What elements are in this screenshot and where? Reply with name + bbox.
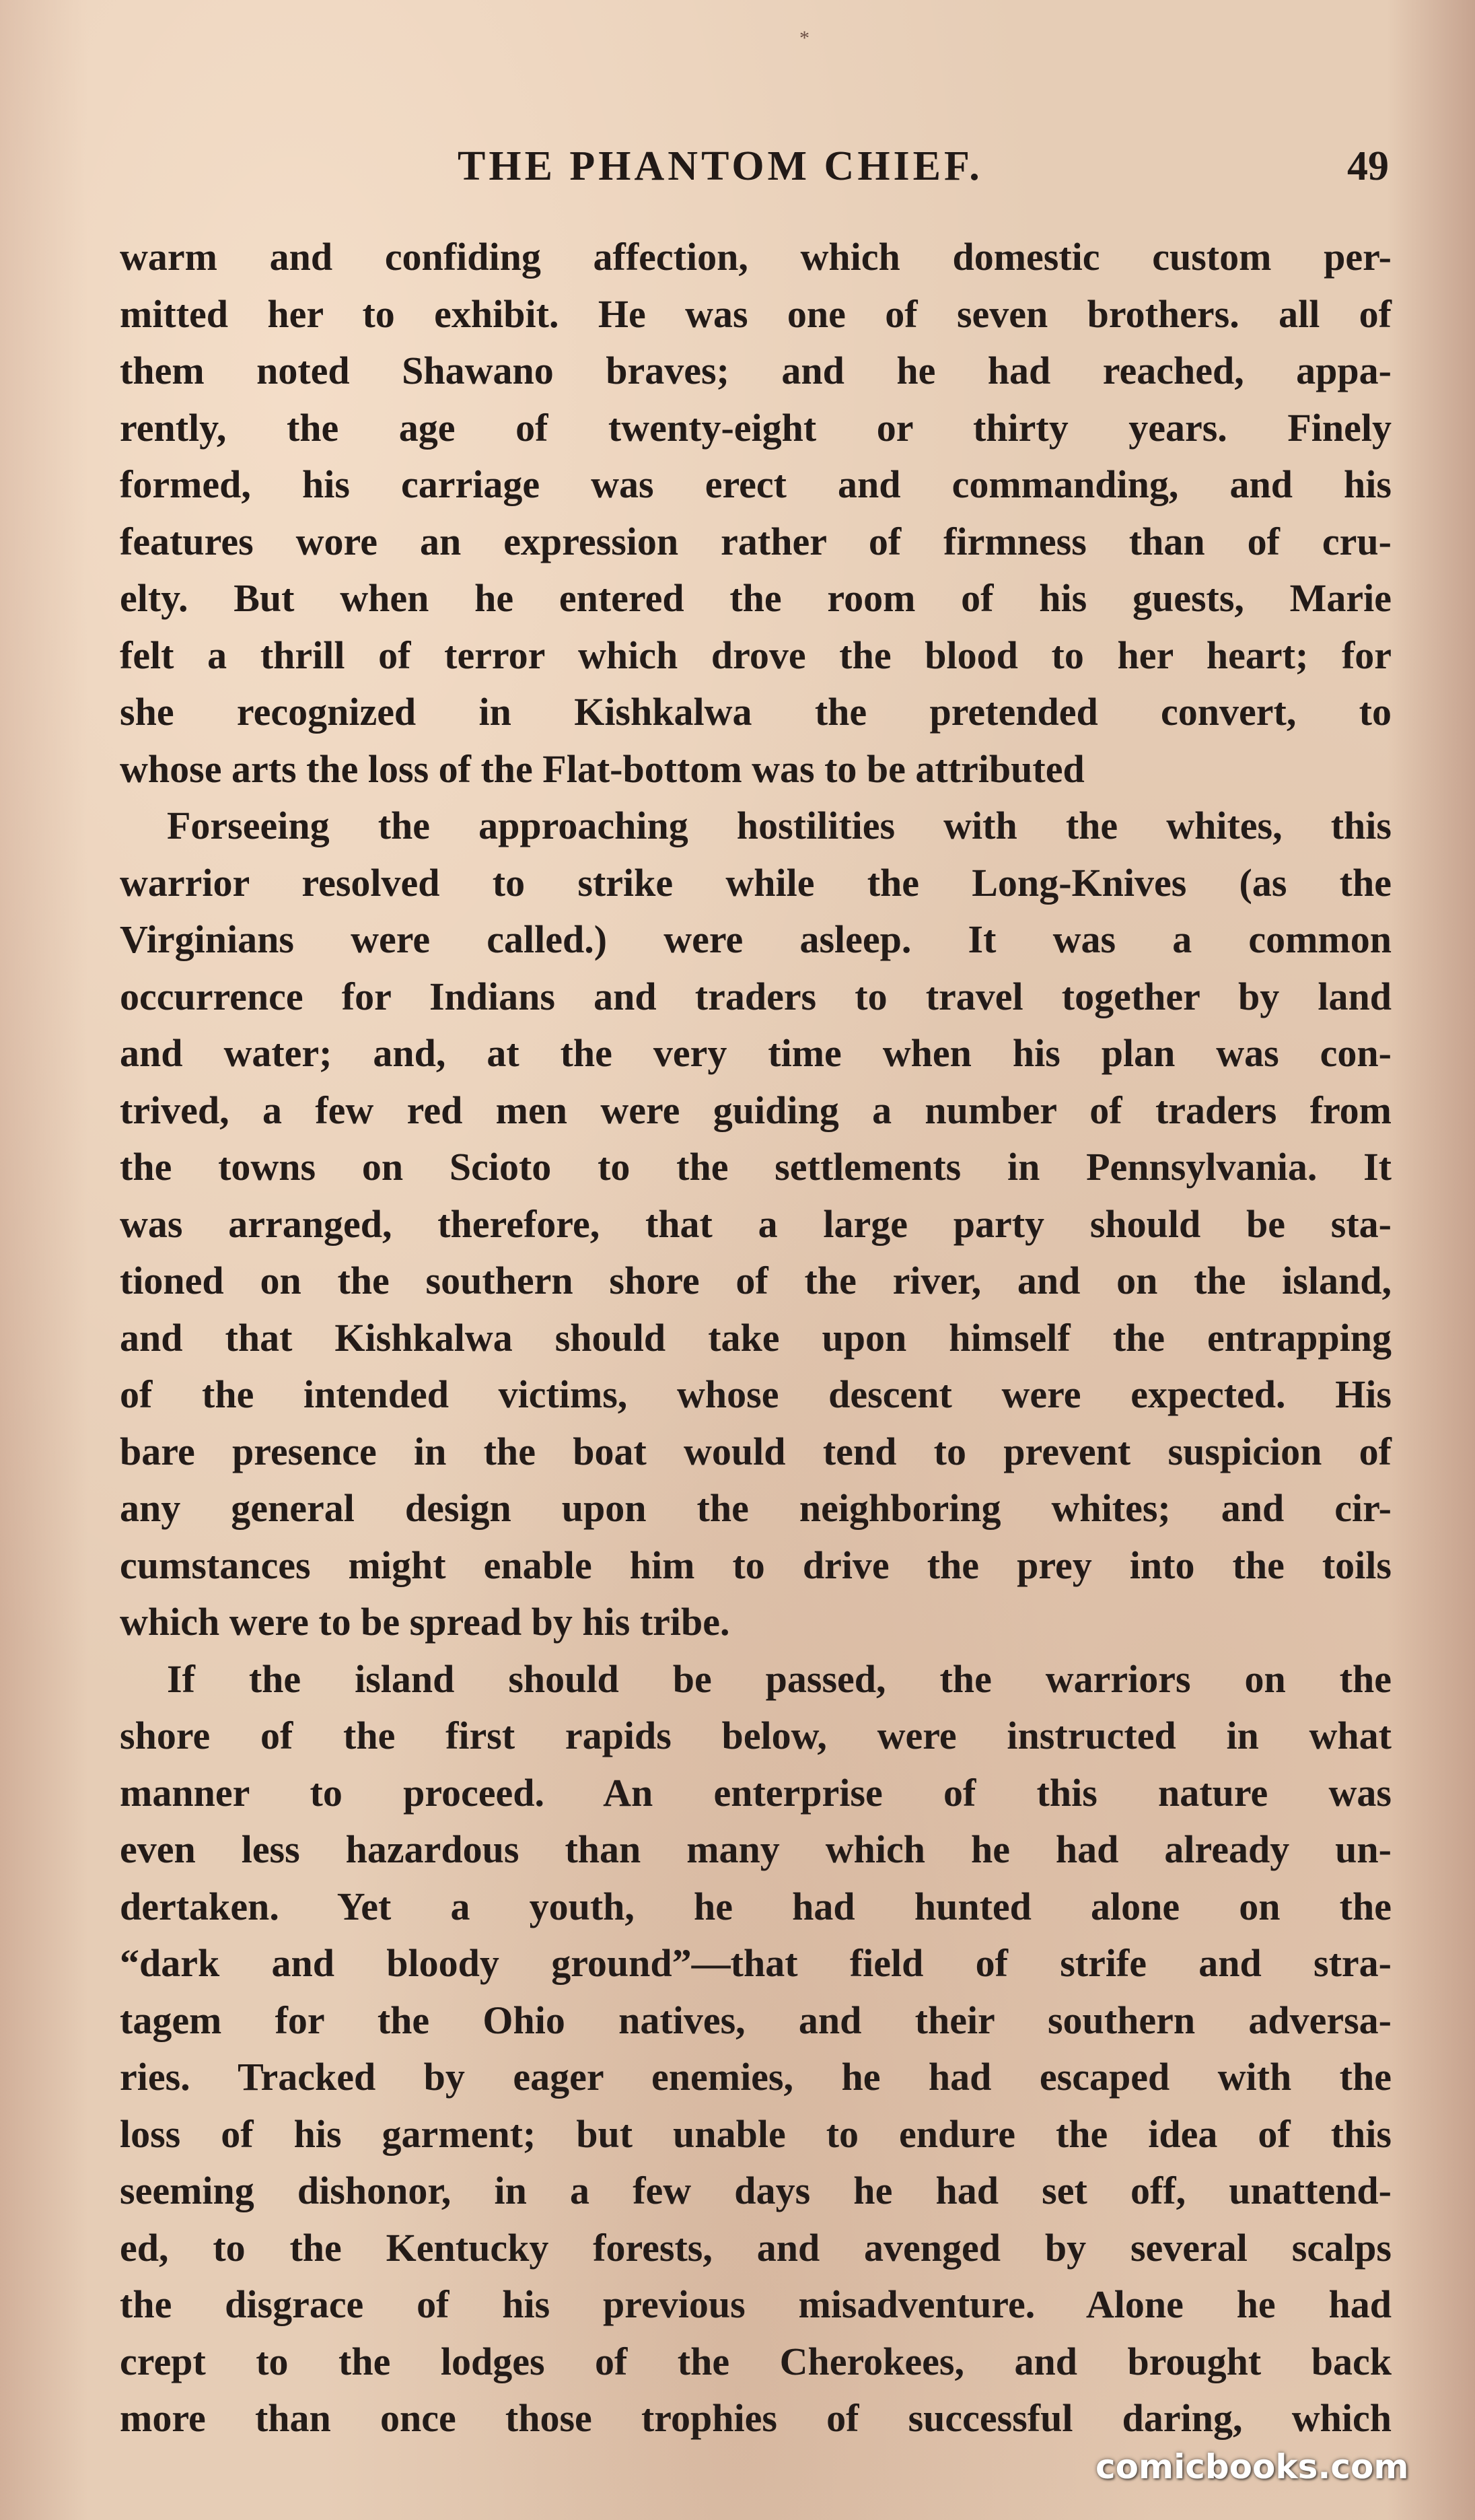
text-line: felt a thrill of terror which drove the blood to her heart; for <box>120 633 1392 677</box>
text-line: them noted Shawano braves; and he had reached, appa- <box>120 349 1392 392</box>
text-line: and that Kishkalwa should take upon himself the entrapping <box>120 1315 1392 1360</box>
text-line: rently, the age of twenty-eight or thirty years. Finely <box>120 405 1392 450</box>
paragraph-start-line: If the island should be passed, the warriors on the <box>167 1656 1392 1701</box>
text-line: bare presence in the boat would tend to prevent suspicion of <box>120 1429 1392 1473</box>
text-line: occurrence for Indians and traders to travel together by land <box>120 974 1392 1018</box>
paragraph-start-line: Forseeing the approaching hostilities with the whites, this <box>167 804 1392 847</box>
text-line: features wore an expression rather of firmness than of cru- <box>120 519 1392 563</box>
text-line: loss of his garment; but unable to endure the idea of this <box>120 2111 1392 2156</box>
watermark: comicbooks.com <box>1095 2447 1409 2486</box>
text-line: formed, his carriage was erect and commanding, and his <box>120 462 1392 506</box>
text-line: warrior resolved to strike while the Long-Knives (as the <box>120 860 1392 905</box>
text-line: the disgrace of his previous misadventure. Alone he had <box>120 2282 1392 2326</box>
text-line: manner to proceed. An enterprise of this nature was <box>120 1770 1392 1815</box>
text-line: warm and confiding affection, which domestic custom per- <box>120 235 1392 279</box>
text-line: whose arts the loss of the Flat-bottom was to be attributed <box>120 746 1085 791</box>
text-line: of the intended victims, whose descent were expected. His <box>120 1372 1392 1416</box>
text-line: trived, a few red men were guiding a number of traders from <box>120 1088 1392 1132</box>
text-line: was arranged, therefore, that a large party should be sta- <box>120 1201 1392 1246</box>
text-line: more than once those trophies of successful daring, which <box>120 2396 1392 2440</box>
text-line: “dark and bloody ground”—that field of strife and stra- <box>120 1941 1392 1985</box>
text-line: ries. Tracked by eager enemies, he had escaped with the <box>120 2055 1392 2099</box>
text-line: dertaken. Yet a youth, he had hunted alone on the <box>120 1884 1392 1928</box>
text-line: tioned on the southern shore of the river, and on the island, <box>120 1259 1392 1302</box>
page-number: 49 <box>1347 143 1389 189</box>
text-line: ed, to the Kentucky forests, and avenged by several scalps <box>120 2225 1392 2270</box>
text-line: Virginians were called.) were asleep. It was a common <box>120 917 1392 961</box>
text-line: and water; and, at the very time when his plan was con- <box>120 1031 1392 1075</box>
text-line: tagem for the Ohio natives, and their southern adversa- <box>120 1998 1392 2042</box>
text-line: the towns on Scioto to the settlements in Pennsylvania. It <box>120 1145 1392 1189</box>
text-line: she recognized in Kishkalwa the pretended convert, to <box>120 690 1392 734</box>
text-line: mitted her to exhibit. He was one of seven brothers. all of <box>120 291 1392 336</box>
text-line: cumstances might enable him to drive the prey into the toils <box>120 1543 1392 1587</box>
running-title: THE PHANTOM CHIEF. <box>458 143 983 189</box>
text-line: crept to the lodges of the Cherokees, and brought back <box>120 2339 1392 2383</box>
text-line: which were to be spread by his tribe. <box>120 1600 730 1644</box>
text-line: shore of the first rapids below, were instructed in what <box>120 1714 1392 1757</box>
page-ornament: * <box>799 27 810 49</box>
running-head <box>0 143 1475 197</box>
body-text <box>120 229 1392 2447</box>
text-line: any general design upon the neighboring whites; and cir- <box>120 1486 1392 1530</box>
text-line: even less hazardous than many which he had already un- <box>120 1827 1392 1871</box>
text-line: elty. But when he entered the room of his guests, Marie <box>120 576 1392 620</box>
text-line: seeming dishonor, in a few days he had set off, unattend- <box>120 2169 1392 2212</box>
